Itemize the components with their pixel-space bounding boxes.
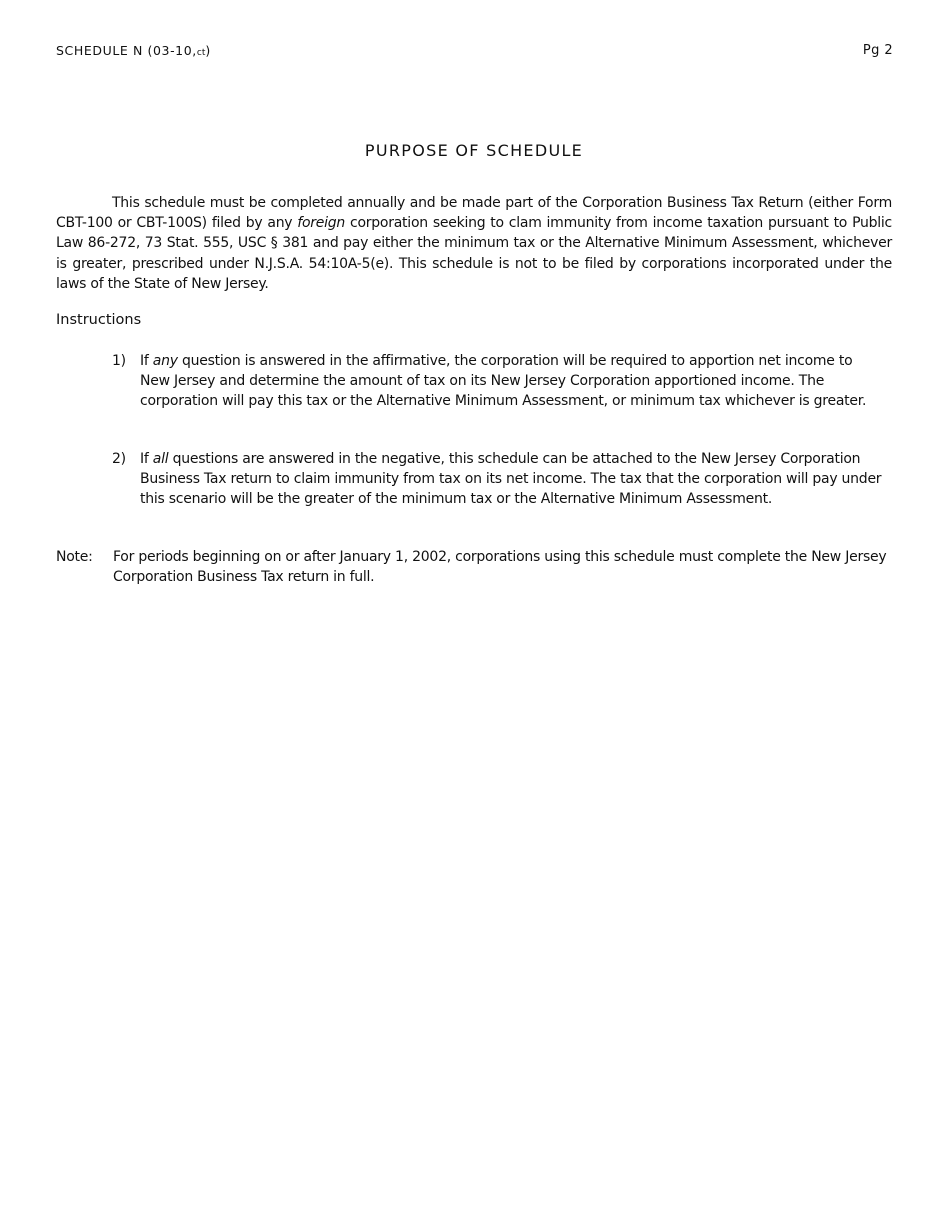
instruction-number: 2)	[112, 451, 126, 467]
instructions-heading: Instructions	[56, 312, 142, 328]
note-label: Note:	[56, 549, 93, 565]
instruction-item	[112, 449, 882, 509]
page-number: Pg 2	[862, 43, 893, 58]
instruction-body: questions are answered in the negative, this schedule can be attached to the New Jersey Corporation Business Tax return to claim immunity from tax on its net income. The tax that the corporation will pay under this scenario will be the greater of the minimum tax or the Alternative Minimum Assessment.	[140, 451, 882, 507]
intro-text-1: This schedule must be completed annually and be made part of the Corporation Business Tax Return (either Form CBT-100 or CBT-100S) filed by any	[56, 195, 892, 232]
instruction-text	[140, 351, 882, 411]
note-block	[56, 547, 892, 587]
instruction-body: question is answered in the affirmative, the corporation will be required to apportion net income to New Jersey and determine the amount of tax on its New Jersey Corporation apportioned income. The corporation will pay this tax or the Alternative Minimum Assessment, or minimum tax whichever is greater.	[140, 353, 867, 409]
instruction-emphasis: any	[152, 353, 178, 369]
form-id-close: )	[205, 43, 211, 58]
instruction-lead: If	[140, 353, 153, 369]
intro-text-2: corporation seeking to clam immunity from income taxation pursuant to Public Law 86-272, 73 Stat. 555, USC § 381 and pay either the minimum tax or the Alternative Minimum Assessment, whichever is greater, prescribed under N.J.S.A. 54:10A-5(e). This schedule is not to be filed by corporations incorporated under the laws of the State of New Jersey.	[56, 215, 892, 292]
intro-emphasis: foreign	[297, 215, 346, 232]
instruction-text	[140, 449, 882, 509]
instruction-item	[112, 351, 882, 411]
instruction-emphasis: all	[152, 451, 169, 467]
note-text: For periods beginning on or after January 1, 2002, corporations using this schedule must complete the New Jersey Corporation Business Tax return in full.	[113, 549, 887, 585]
instruction-lead: If	[140, 451, 153, 467]
form-id-suffix: ct	[196, 48, 206, 58]
form-identifier	[56, 43, 211, 58]
form-id-main: SCHEDULE N (03-10,	[56, 43, 197, 58]
intro-paragraph	[56, 193, 892, 294]
instruction-number: 1)	[112, 353, 126, 369]
page-title: PURPOSE OF SCHEDULE	[364, 141, 584, 160]
